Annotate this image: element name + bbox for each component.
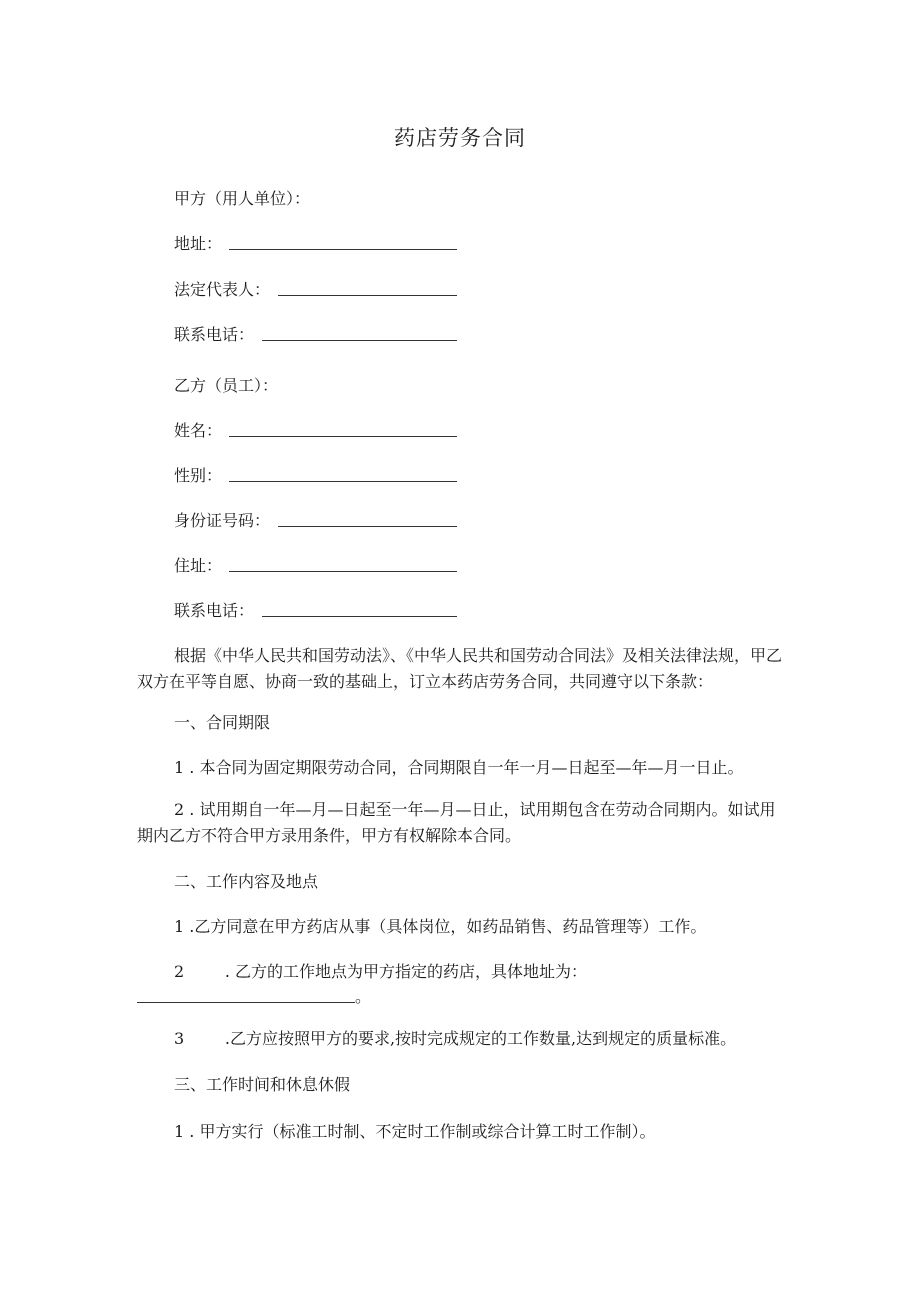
section-2-item-2-end: 。 xyxy=(355,987,372,1006)
section-1-item-2: 2 . 试用期自一年—月—日起至一年—月—日止，试用期包含在劳动合同期内。如试用期内乙方不符合甲方录用条件，甲方有权解除本合同。 xyxy=(137,800,776,845)
party-a-address-blank xyxy=(229,249,457,250)
party-b-gender-label: 性别： xyxy=(174,466,223,485)
section-2-item-3: 3 .乙方应按照甲方的要求,按时完成规定的工作数量,达到规定的质量标准。 xyxy=(174,1029,737,1048)
section-1-item-1: 1 . 本合同为固定期限劳动合同，合同期限自一年一月—日起至—年—月一日止。 xyxy=(174,758,744,777)
party-a-heading: 甲方（用人单位）： xyxy=(174,189,311,208)
section-2-address-blank xyxy=(137,1002,355,1003)
section-2-item-1: 1 .乙方同意在甲方药店从事（具体岗位，如药品销售、药品管理等）工作。 xyxy=(174,917,707,936)
party-b-gender-blank xyxy=(229,481,457,482)
preamble-text: 根据《中华人民共和国劳动法》、《中华人民共和国劳动合同法》及相关法律法规，甲乙双方在平等自愿、协商一致的基础上，订立本药店劳务合同，共同遵守以下条款： xyxy=(137,646,783,691)
section-1-item-2-paragraph xyxy=(137,797,787,849)
party-b-residence-blank xyxy=(229,571,457,572)
party-b-id-blank xyxy=(278,526,457,527)
party-b-name-label: 姓名： xyxy=(174,421,223,440)
section-2-title: 二、工作内容及地点 xyxy=(174,872,319,891)
contract-title: 药店劳务合同 xyxy=(394,126,526,150)
preamble-paragraph xyxy=(137,643,787,695)
party-b-phone-blank xyxy=(262,616,457,617)
party-b-name-blank xyxy=(229,436,457,437)
party-a-phone-label: 联系电话： xyxy=(174,325,255,344)
party-a-address-label: 地址： xyxy=(174,234,223,253)
party-b-phone-label: 联系电话： xyxy=(174,601,255,620)
party-b-heading: 乙方（员工）： xyxy=(174,376,279,395)
section-2-item-2: 2 . 乙方的工作地点为甲方指定的药店，具体地址为： xyxy=(174,962,588,981)
party-b-residence-label: 住址： xyxy=(174,556,223,575)
party-a-phone-blank xyxy=(262,340,457,341)
section-1-title: 一、合同期限 xyxy=(174,713,271,732)
section-3-title: 三、工作时间和休息休假 xyxy=(174,1075,351,1094)
party-b-id-label: 身份证号码： xyxy=(174,511,271,530)
section-3-item-1: 1 . 甲方实行（标准工时制、不定时工作制或综合计算工时工作制）。 xyxy=(174,1122,656,1141)
party-a-legal-rep-label: 法定代表人： xyxy=(174,280,271,299)
party-a-legal-rep-blank xyxy=(278,295,457,296)
